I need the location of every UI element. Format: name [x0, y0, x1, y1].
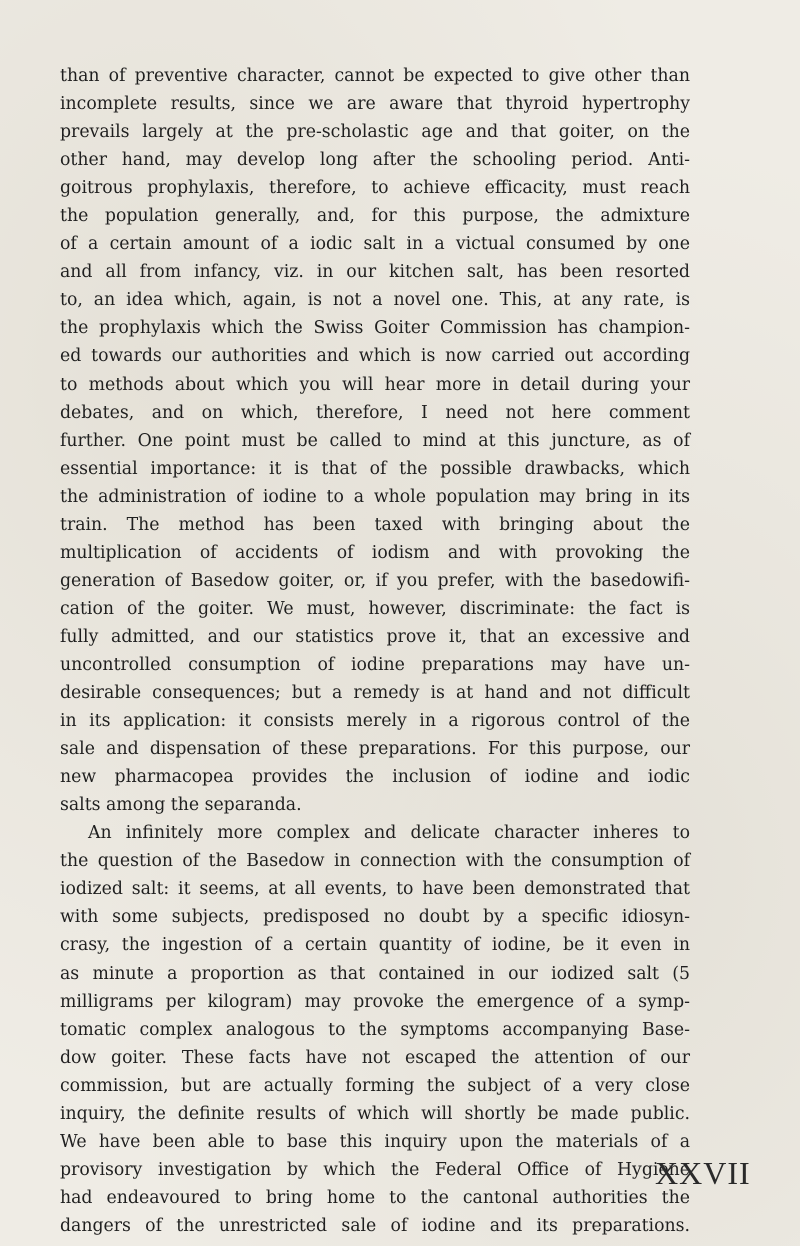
text-line: dow goiter. These facts have not escaped the attention of our: [60, 1047, 690, 1068]
text-line: the question of the Basedow in connection with the consumption of: [60, 851, 690, 872]
text-line: commission, but are actually forming the subject of a very close: [60, 1075, 690, 1096]
text-line: new pharmacopea provides the inclusion of iodine and iodic: [60, 767, 690, 788]
paragraph-end-line: salts among the separanda.: [60, 795, 302, 816]
text-line: fully admitted, and our statistics prove it, that an excessive and: [60, 626, 690, 647]
text-line: crasy, the ingestion of a certain quantity of iodine, be it even in: [60, 935, 690, 956]
text-line: provisory investigation by which the Federal Office of Hygiene: [60, 1159, 690, 1180]
text-line: the administration of iodine to a whole population may bring in its: [60, 486, 690, 507]
text-line: prevails largely at the pre-scholastic age and that goiter, on the: [60, 122, 690, 143]
text-line: ed towards our authorities and which is now carried out according: [60, 346, 690, 367]
text-line: to, an idea which, again, is not a novel one. This, at any rate, is: [60, 290, 690, 311]
text-line: cation of the goiter. We must, however, discriminate: the fact is: [60, 598, 690, 619]
body-text: [60, 62, 690, 1240]
text-line: milligrams per kilogram) may provoke the emergence of a symp-: [60, 991, 690, 1012]
text-line: uncontrolled consumption of iodine preparations may have un-: [60, 654, 690, 675]
text-line: of a certain amount of a iodic salt in a victual consumed by one: [60, 234, 690, 255]
text-line: further. One point must be called to mind at this juncture, as of: [60, 430, 690, 451]
text-line: inquiry, the definite results of which will shortly be made public.: [60, 1103, 690, 1124]
text-line: the prophylaxis which the Swiss Goiter Commission has champion-: [60, 318, 690, 339]
text-line: incomplete results, since we are aware that thyroid hypertrophy: [60, 94, 690, 115]
text-line: had endeavoured to bring home to the cantonal authorities the: [60, 1187, 690, 1208]
text-line: We have been able to base this inquiry upon the materials of a: [60, 1131, 690, 1152]
text-line: with some subjects, predisposed no doubt by a specific idiosyn-: [60, 907, 690, 928]
text-line: in its application: it consists merely in a rigorous control of the: [60, 711, 690, 732]
text-line: dangers of the unrestricted sale of iodine and its preparations.: [60, 1215, 690, 1236]
text-line: other hand, may develop long after the schooling period. Anti-: [60, 150, 690, 171]
paragraph-first-line: An infinitely more complex and delicate character inheres to: [88, 823, 690, 844]
text-line: as minute a proportion as that contained in our iodized salt (5: [60, 963, 690, 984]
text-line: goitrous prophylaxis, therefore, to achieve efficacity, must reach: [60, 178, 690, 199]
text-line: debates, and on which, therefore, I need not here comment: [60, 402, 690, 423]
text-line: and all from infancy, viz. in our kitchen salt, has been resorted: [60, 262, 690, 283]
text-line: multiplication of accidents of iodism and with provoking the: [60, 542, 690, 563]
text-line: train. The method has been taxed with bringing about the: [60, 514, 690, 535]
text-line: desirable consequences; but a remedy is at hand and not difficult: [60, 683, 690, 704]
text-line: the population generally, and, for this purpose, the admixture: [60, 206, 690, 227]
text-line: to methods about which you will hear more in detail during your: [60, 374, 690, 395]
text-line: iodized salt: it seems, at all events, to have been demonstrated that: [60, 879, 690, 900]
text-line: essential importance: it is that of the possible drawbacks, which: [60, 458, 690, 479]
text-line: than of preventive character, cannot be expected to give other than: [60, 66, 690, 86]
text-line: sale and dispensation of these preparations. For this purpose, our: [60, 739, 690, 760]
text-line: generation of Basedow goiter, or, if you prefer, with the basedowifi-: [60, 570, 690, 591]
page-number: XXVII: [655, 1155, 751, 1191]
text-line: tomatic complex analogous to the symptoms accompanying Base-: [60, 1019, 690, 1040]
